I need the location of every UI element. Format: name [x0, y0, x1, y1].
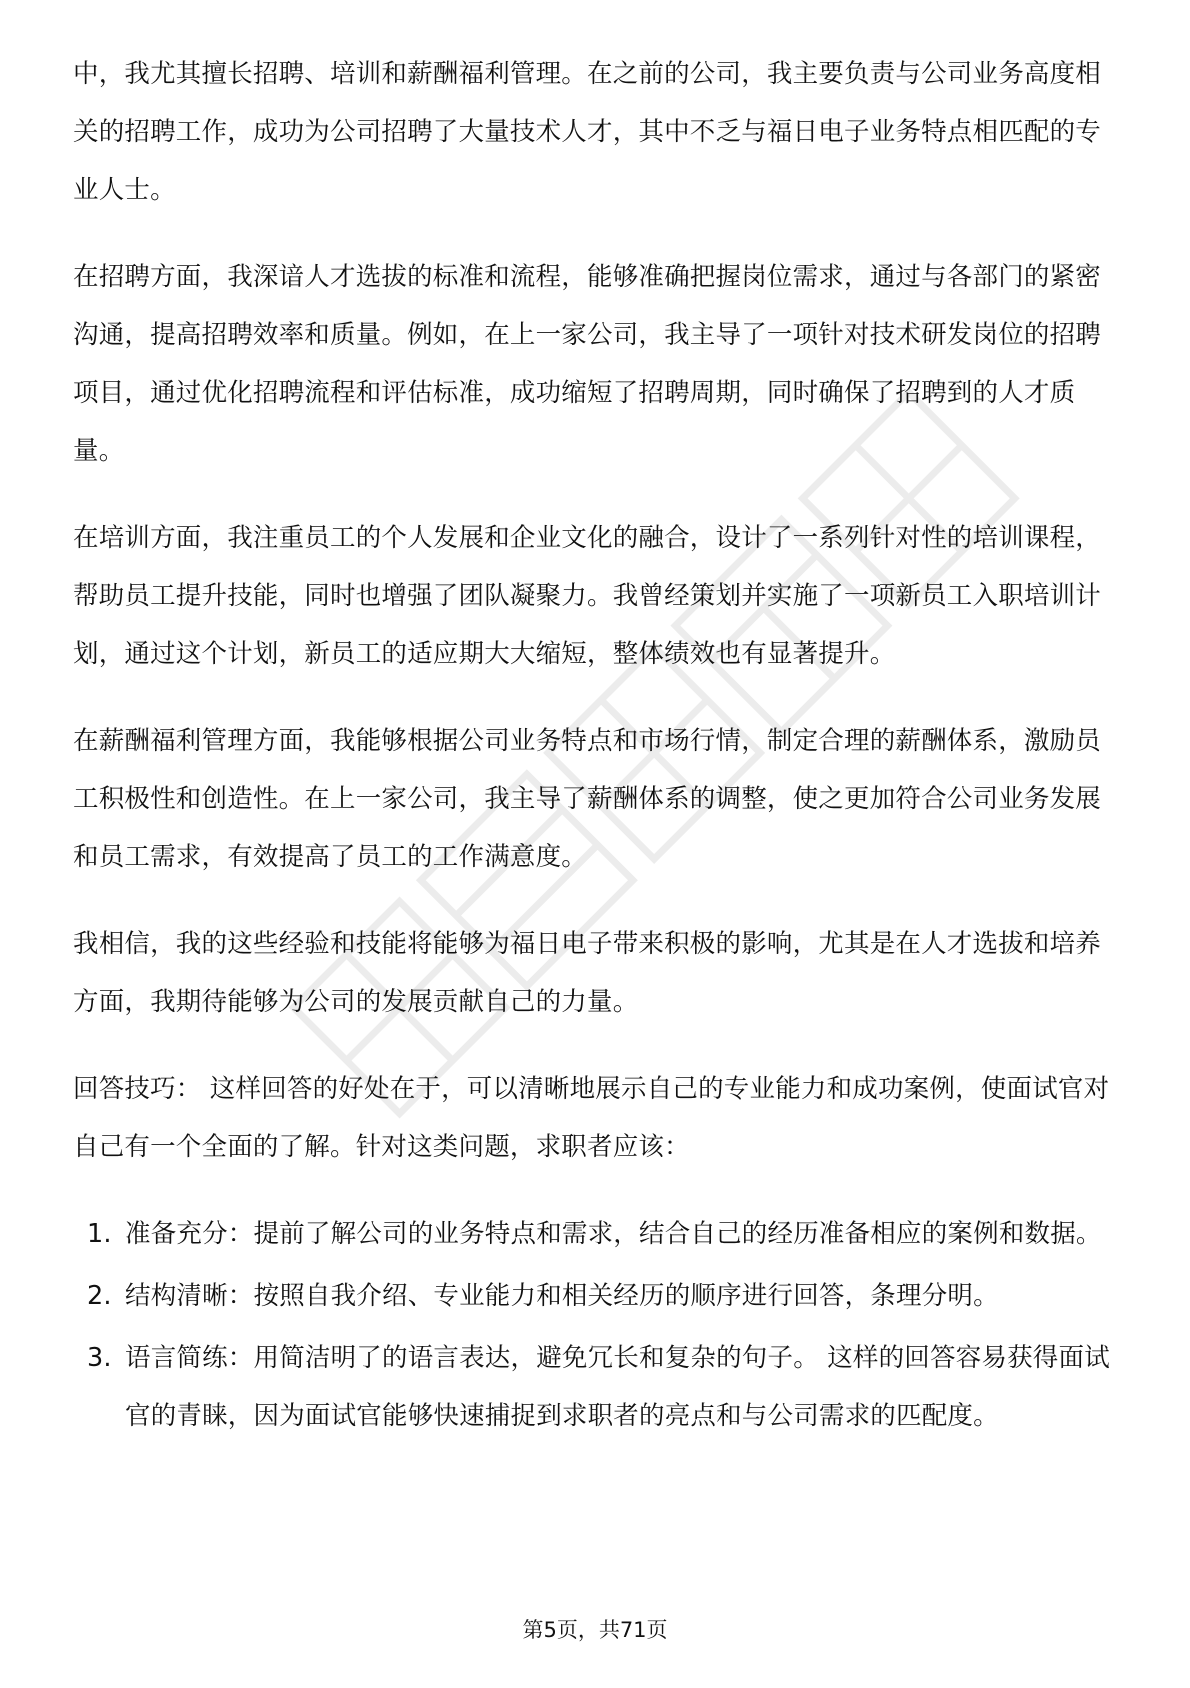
paragraph-compensation: 在薪酬福利管理方面，我能够根据公司业务特点和市场行情，制定合理的薪酬体系，激励员工积极性和创造性。在上一家公司，我主导了薪酬体系的调整，使之更加符合公司业务发展和员工需求，有效提高了员工的工作满意度。	[73, 726, 1102, 872]
list-item-number: 3.	[87, 1343, 112, 1373]
paragraph-answer-tips: 回答技巧： 这样回答的好处在于，可以清晰地展示自己的专业能力和成功案例，使面试官对自己有一个全面的了解。针对这类问题，求职者应该：	[73, 1074, 1110, 1162]
paragraph-training: 在培训方面，我注重员工的个人发展和企业文化的融合，设计了一系列针对性的培训课程，帮助员工提升技能，同时也增强了团队凝聚力。我曾经策划并实施了一项新员工入职培训计划，通过这个计划，新员工的适应期大大缩短，整体绩效也有显著提升。	[73, 523, 1102, 669]
list-item-number: 1.	[87, 1219, 112, 1249]
tips-list	[73, 1205, 1118, 1445]
page-number: 第5页，共71页	[522, 1618, 668, 1642]
list-item-text: 准备充分：提前了解公司的业务特点和需求，结合自己的经历准备相应的案例和数据。	[125, 1219, 1102, 1249]
list-item	[73, 1329, 1118, 1445]
list-item	[73, 1267, 1118, 1325]
paragraph-intro: 中，我尤其擅长招聘、培训和薪酬福利管理。在之前的公司，我主要负责与公司业务高度相关的招聘工作，成功为公司招聘了大量技术人才，其中不乏与福日电子业务特点相匹配的专业人士。	[73, 59, 1102, 205]
document-body	[73, 45, 1118, 1449]
paragraph-conclusion: 我相信，我的这些经验和技能将能够为福日电子带来积极的影响，尤其是在人才选拔和培养方面，我期待能够为公司的发展贡献自己的力量。	[73, 929, 1102, 1017]
list-item-number: 2.	[87, 1281, 112, 1311]
list-item-text: 语言简练：用简洁明了的语言表达，避免冗长和复杂的句子。 这样的回答容易获得面试官的青睐，因为面试官能够快速捕捉到求职者的亮点和与公司需求的匹配度。	[125, 1343, 1110, 1431]
list-item	[73, 1205, 1118, 1263]
list-item-text: 结构清晰：按照自我介绍、专业能力和相关经历的顺序进行回答，条理分明。	[125, 1281, 999, 1311]
paragraph-recruitment: 在招聘方面，我深谙人才选拔的标准和流程，能够准确把握岗位需求，通过与各部门的紧密沟通，提高招聘效率和质量。例如，在上一家公司，我主导了一项针对技术研发岗位的招聘项目，通过优化招聘流程和评估标准，成功缩短了招聘周期，同时确保了招聘到的人才质量。	[73, 262, 1102, 466]
